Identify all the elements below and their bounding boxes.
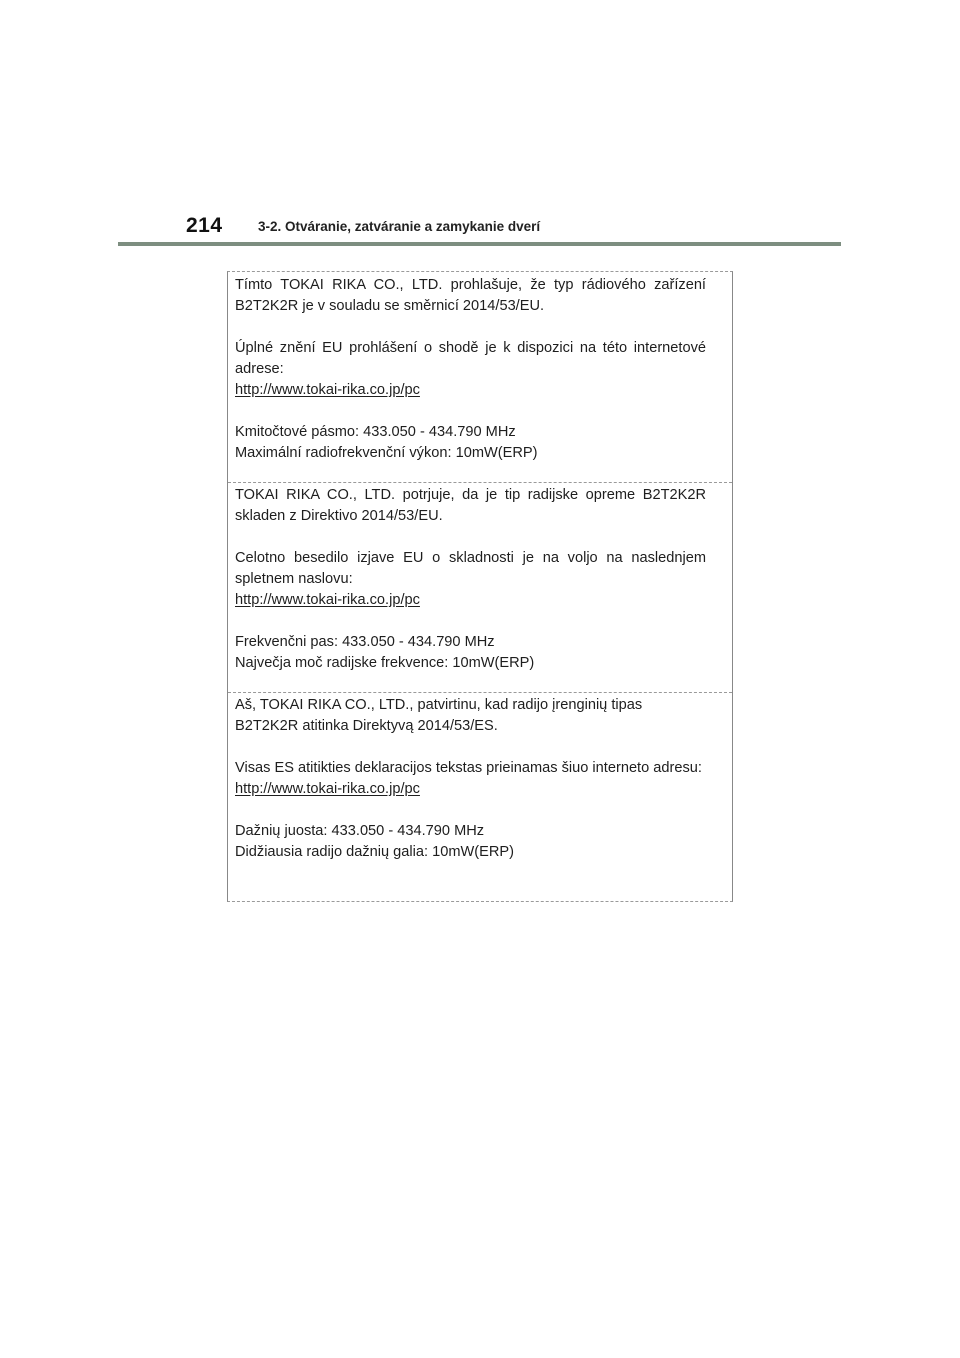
paragraph-gap xyxy=(235,401,706,422)
page-number: 214 xyxy=(186,214,223,237)
declaration-text: TOKAI RIKA CO., LTD. potrjuje, da je tip radijske opreme B2T2K2R skladen z Direktivo 2014/53/EU. xyxy=(235,487,706,524)
declaration-text: Tímto TOKAI RIKA CO., LTD. prohlašuje, že typ rádiového zařízení B2T2K2R je v souladu se směrnicí 2014/53/EU. xyxy=(235,277,706,314)
declaration-link[interactable]: http://www.tokai-rika.co.jp/pc xyxy=(235,382,420,398)
paragraph-gap xyxy=(235,611,706,632)
declaration-section-slovenian xyxy=(228,485,732,674)
full-text-intro: Visas ES atitikties deklaracijos tekstas prieinamas šiuo interneto adresu: xyxy=(235,760,702,776)
declaration-section-czech xyxy=(228,275,732,464)
paragraph-gap xyxy=(235,527,706,548)
max-power: Didžiausia radijo dažnių galia: 10mW(ERP) xyxy=(235,844,515,860)
section-title: 3-2. Otváranie, zatváranie a zamykanie dverí xyxy=(258,219,541,234)
section-divider xyxy=(228,692,732,693)
declaration-text: Aš, TOKAI RIKA CO., LTD., patvirtinu, kad radijo įrenginių tipas B2T2K2R atitinka Direktyvą 2014/53/ES. xyxy=(235,697,643,734)
declaration-link[interactable]: http://www.tokai-rika.co.jp/pc xyxy=(235,781,420,797)
paragraph-gap xyxy=(235,737,706,758)
full-text-intro: Úplné znění EU prohlášení o shodě je k dispozici na této internetové adrese: xyxy=(235,340,706,377)
declaration-link[interactable]: http://www.tokai-rika.co.jp/pc xyxy=(235,592,420,608)
frequency-band: Frekvenčni pas: 433.050 - 434.790 MHz xyxy=(235,634,495,650)
header-divider xyxy=(118,242,841,246)
max-power: Največja moč radijske frekvence: 10mW(ERP) xyxy=(235,655,535,671)
frequency-band: Dažnių juosta: 433.050 - 434.790 MHz xyxy=(235,823,485,839)
paragraph-gap xyxy=(235,317,706,338)
declaration-section-lithuanian xyxy=(228,695,732,863)
section-divider xyxy=(228,482,732,483)
paragraph-gap xyxy=(235,800,706,821)
radio-declaration-box xyxy=(227,271,733,902)
frequency-band: Kmitočtové pásmo: 433.050 - 434.790 MHz xyxy=(235,424,516,440)
full-text-intro: Celotno besedilo izjave EU o skladnosti je na voljo na naslednjem spletnem naslovu: xyxy=(235,550,706,587)
max-power: Maximální radiofrekvenční výkon: 10mW(ERP) xyxy=(235,445,538,461)
